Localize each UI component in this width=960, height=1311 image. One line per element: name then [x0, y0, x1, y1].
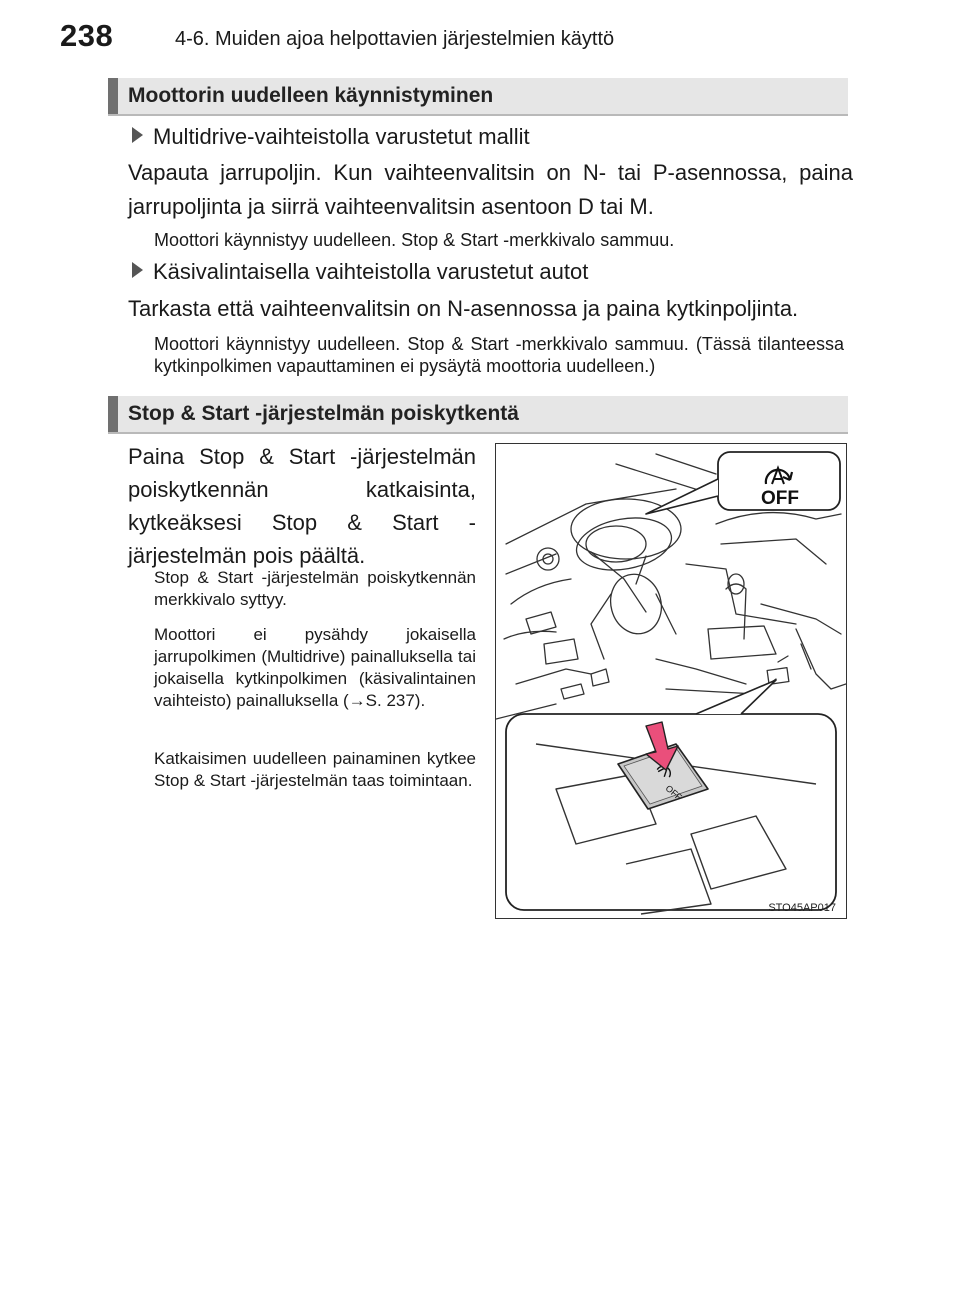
note-indicator-on: Stop & Start -järjestelmän poiskytkennän merkkivalo syttyy. [154, 568, 476, 609]
note-press-again: Katkaisimen uudelleen painaminen kytkee Stop & Start -järjestelmän taas toimintaan. [154, 749, 476, 790]
dashboard-illustration [496, 444, 847, 919]
bullet-heading-text: Käsivalintaisella vaihteistolla varustetut autot [153, 259, 589, 284]
note-cvt: Moottori käynnistyy uudelleen. Stop & Start -merkkivalo sammuu. [154, 230, 675, 250]
section-marker [108, 396, 118, 432]
switch-off-label: OFF [663, 783, 684, 803]
triangle-bullet-icon [132, 127, 143, 143]
note-engine-not-stop: Moottori ei pysähdy jokaisella jarrupolkimen (Multidrive) painalluksella tai jokaisella kytkinpolkimen (käsivalintainen vaihteisto) painalluksella (→S. 237). [154, 625, 476, 710]
instruction-disable: Paina Stop & Start -järjestelmän poiskytkennän katkaisinta, kytkeäksesi Stop & Start -järjestelmän pois päältä. [128, 444, 476, 568]
instruction-cvt: Vapauta jarrupoljin. Kun vaihteenvalitsin on N- tai P-asennossa, paina jarrupoljinta ja siirrä vaihteenvalitsin asentoon D tai M. [128, 160, 853, 219]
illustration-stop-start-switch [495, 443, 847, 919]
section-header-disable [108, 396, 848, 434]
section-header-restart [108, 78, 848, 116]
section-title: Moottorin uudelleen käynnistyminen [128, 84, 494, 107]
page-number: 238 [60, 18, 114, 53]
figure-code: STO45AP017 [768, 902, 836, 914]
instruction-manual: Tarkasta että vaihteenvalitsin on N-asennossa ja paina kytkinpoljinta. [128, 296, 799, 321]
section-marker [108, 78, 118, 114]
bullet-heading-text: Multidrive-vaihteistolla varustetut mallit [153, 124, 530, 149]
bullet-heading-manual [132, 259, 588, 285]
triangle-bullet-icon [132, 262, 143, 278]
section-title: Stop & Start -järjestelmän poiskytkentä [128, 402, 519, 425]
bullet-heading-cvt [132, 124, 530, 150]
note-manual: Moottori käynnistyy uudelleen. Stop & Start -merkkivalo sammuu. (Tässä tilanteessa kytkinpolkimen vapauttaminen ei pysäytä moottoria uudelleen.) [154, 334, 844, 376]
callout-off-label: OFF [761, 488, 799, 509]
chapter-title: 4-6. Muiden ajoa helpottavien järjestelmien käyttö [175, 28, 615, 50]
